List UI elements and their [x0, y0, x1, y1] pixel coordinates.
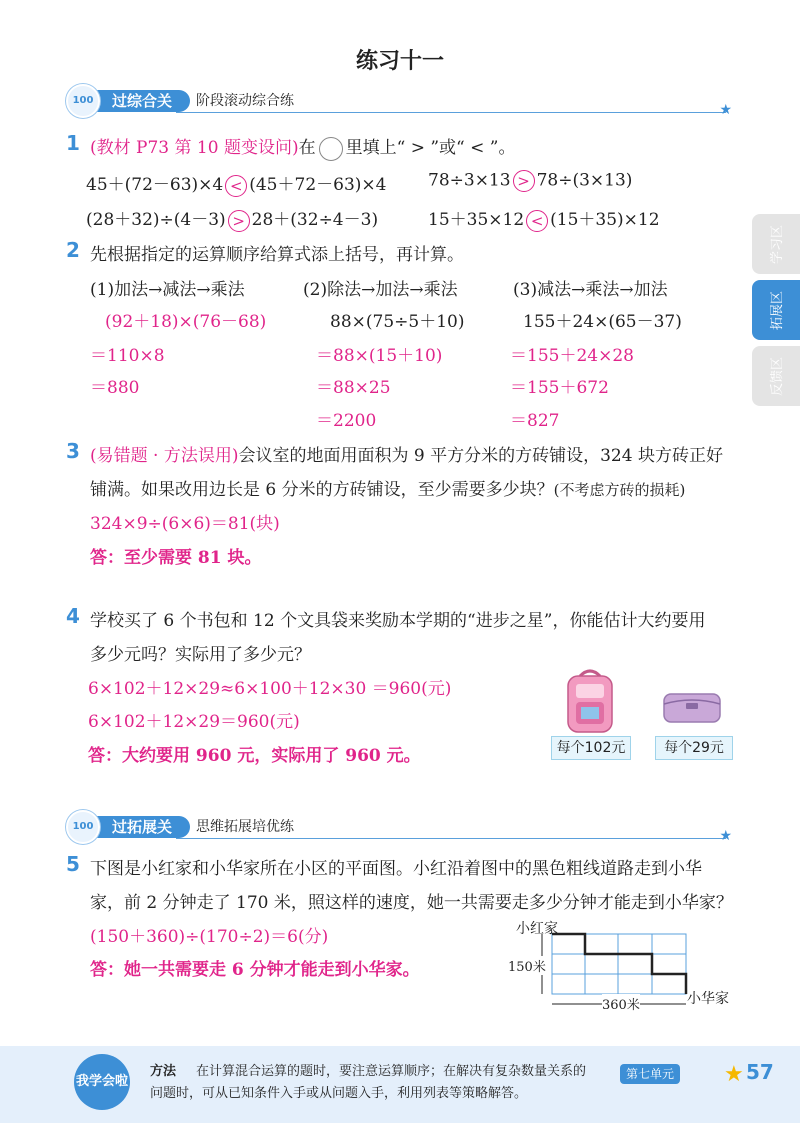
- prompt-text: 在: [298, 138, 316, 158]
- prompt-text: 里填上“ > ”或“ < ”。: [345, 138, 516, 158]
- badge-icon: 100: [66, 810, 100, 844]
- expr-left: 45＋(72－63)×4: [86, 175, 224, 195]
- expression: (92＋18)×(76－68): [105, 312, 267, 332]
- step: ＝88×25: [316, 378, 391, 398]
- price-tag: 每个29元: [655, 736, 733, 760]
- calculation: 324×9÷(6×6)＝81(块): [90, 514, 280, 534]
- compare-item: [428, 205, 660, 232]
- expr-left: 15＋35×12: [428, 210, 525, 230]
- expr-right: (45＋72－63)×4: [249, 175, 387, 195]
- question-3-line1: [90, 441, 723, 466]
- answer-sign: <: [526, 210, 548, 232]
- price-tag: 每个102元: [551, 736, 631, 760]
- page-number: 57: [746, 1060, 774, 1084]
- star-icon: ★: [719, 102, 732, 118]
- expr-right: 28＋(32÷4－3): [251, 210, 379, 230]
- badge-icon: 100: [66, 84, 100, 118]
- map-label-start: 小红家: [516, 921, 558, 937]
- answer-sign: <: [225, 175, 247, 197]
- divider: [176, 838, 726, 839]
- step: ＝88×(15＋10): [316, 346, 443, 366]
- answer: 答：她一共需要走 6 分钟才能走到小华家。: [90, 960, 420, 980]
- backpack-icon: [562, 668, 618, 734]
- footer: [0, 1046, 800, 1123]
- answer-sign: >: [513, 170, 535, 192]
- star-icon: ★: [719, 828, 732, 844]
- map-height: 150米: [508, 956, 546, 975]
- method-text: 问题时，可从已知条件入手或从问题入手，利用列表等策略解答。: [150, 1086, 528, 1101]
- calculation: 6×102＋12×29＝960(元): [88, 712, 300, 732]
- column-head: (3)减法→乘法→加法: [513, 280, 668, 300]
- question-tag: (教材 P73 第 10 题变设问): [90, 138, 299, 158]
- tab-extend[interactable]: 拓展区: [752, 280, 800, 340]
- step: ＝2200: [316, 411, 377, 431]
- step: ＝155＋24×28: [510, 346, 634, 366]
- question-number: 5: [66, 852, 80, 876]
- question-3-line2: [90, 475, 685, 500]
- prompt-text: 铺满。如果改用边长是 6 分米的方砖铺设，至少需要多少块？: [90, 480, 554, 500]
- step: ＝827: [510, 411, 560, 431]
- step: ＝880: [90, 378, 140, 398]
- column-head: (1)加法→减法→乘法: [90, 280, 245, 300]
- map-label-end: 小华家: [687, 991, 729, 1007]
- answer: 答：大约要用 960 元，实际用了 960 元。: [88, 746, 421, 766]
- expr-right: (15＋35)×12: [550, 210, 660, 230]
- compare-item: [428, 170, 632, 192]
- side-tabs: [752, 214, 800, 404]
- section-header-1: [66, 88, 732, 118]
- expr-left: (28＋32)÷(4－3): [86, 210, 226, 230]
- unit-label: 第七单元: [620, 1064, 680, 1084]
- question-number: 2: [66, 238, 80, 262]
- question-number: 4: [66, 604, 80, 628]
- question-1-prompt: [90, 133, 515, 161]
- section-label: 过拓展关: [80, 816, 190, 838]
- map-width: 360米: [602, 994, 640, 1013]
- page-title: 练习十一: [355, 49, 444, 74]
- section-subtitle: 思维拓展培优练: [196, 819, 294, 835]
- question-number: 1: [66, 131, 80, 155]
- prompt-text: 会议室的地面用面积为 9 平方分米的方砖铺设，324 块方砖正好: [238, 446, 723, 466]
- step: ＝155＋672: [510, 378, 609, 398]
- calculation: (150＋360)÷(170÷2)＝6(分): [90, 927, 329, 947]
- compare-item: [86, 170, 386, 197]
- question-5-line1: 下图是小红家和小华家所在小区的平面图。小红沿着图中的黑色粗线道路走到小华: [90, 859, 702, 879]
- note-text: (不考虑方砖的损耗): [553, 481, 686, 499]
- expr-left: 78÷3×13: [428, 170, 511, 191]
- pencil-case-icon: [658, 688, 726, 728]
- compare-item: [86, 205, 378, 232]
- logo: 我学会啦: [74, 1054, 130, 1110]
- answer: 答：至少需要 81 块。: [90, 548, 262, 568]
- question-tag: (易错题 · 方法误用): [90, 446, 239, 466]
- question-2-prompt: 先根据指定的运算顺序给算式添上括号，再计算。: [90, 245, 464, 265]
- step: ＝110×8: [90, 346, 165, 366]
- question-5-line2: 家，前 2 分钟走了 170 米，照这样的速度，她一共需要走多少分钟才能走到小华家？: [90, 893, 733, 913]
- star-icon: ★: [724, 1062, 744, 1087]
- section-label: 过综合关: [80, 90, 190, 112]
- expr-right: 78÷(3×13): [536, 170, 633, 191]
- column-head: (2)除法→加法→乘法: [303, 280, 458, 300]
- divider: [176, 112, 726, 113]
- tab-feedback[interactable]: 反馈区: [752, 346, 800, 406]
- question-number: 3: [66, 439, 80, 463]
- section-header-2: [66, 814, 732, 844]
- question-4-line2: 多少元吗？实际用了多少元？: [90, 645, 311, 665]
- answer-sign: >: [228, 210, 250, 232]
- method-label: 方法: [150, 1064, 177, 1079]
- expression: 155＋24×(65－37): [523, 312, 682, 332]
- blank-circle: [319, 137, 343, 161]
- tab-study[interactable]: 学习区: [752, 214, 800, 274]
- expression: 88×(75÷5＋10): [330, 312, 465, 332]
- question-4-line1: 学校买了 6 个书包和 12 个文具袋来奖励本学期的“进步之星”，你能估计大约要用: [90, 611, 706, 631]
- section-subtitle: 阶段滚动综合练: [196, 93, 294, 109]
- calculation: 6×102＋12×29≈6×100＋12×30 ＝960(元): [88, 679, 452, 699]
- method-text: 在计算混合运算的题时，要注意运算顺序；在解决有复杂数量关系的: [196, 1064, 587, 1079]
